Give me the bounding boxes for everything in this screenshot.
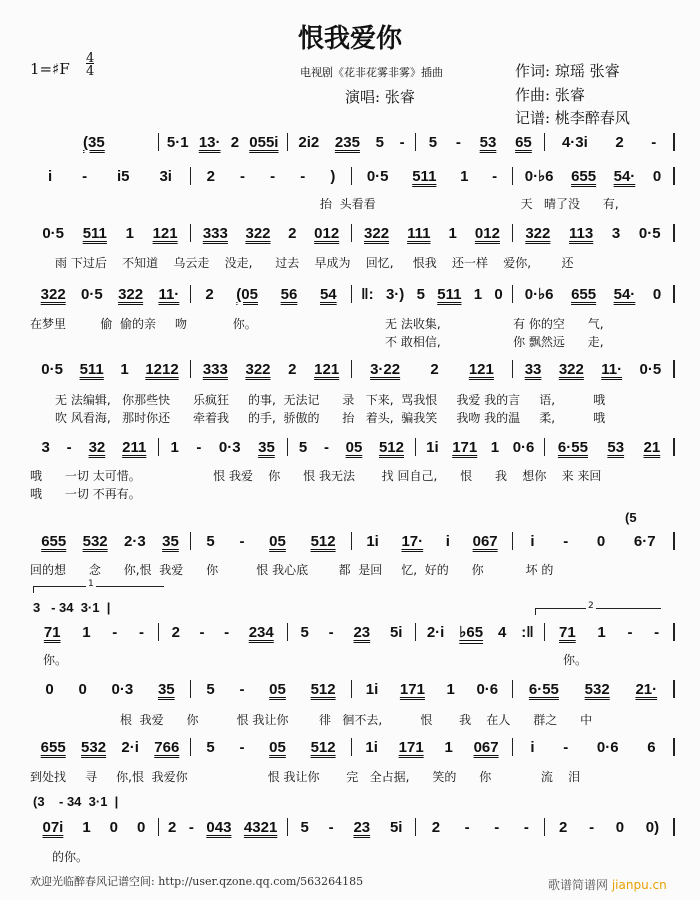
- notation-row: [30, 133, 675, 151]
- note-group: ‖:: [361, 285, 374, 303]
- note-group: 655: [41, 532, 67, 550]
- note-group: 54·: [613, 285, 636, 303]
- measure: [352, 167, 513, 185]
- note-group: 11·: [158, 285, 180, 303]
- note-group: 53: [479, 133, 497, 151]
- note-group: -: [224, 623, 230, 641]
- measure: [513, 532, 675, 550]
- note-group: 0·6: [476, 680, 499, 698]
- note-group: 055i: [249, 133, 279, 151]
- note-group: -: [328, 818, 334, 836]
- lyric-line: 你。: [563, 653, 588, 667]
- note-group: -: [188, 818, 194, 836]
- note-group: -: [455, 133, 461, 151]
- note-group: 766: [154, 738, 180, 756]
- lyricist: 作词: 琼瑶 张睿: [515, 62, 620, 80]
- note-group: 0·5: [639, 360, 662, 378]
- measure: [416, 133, 545, 151]
- note-group: 333: [202, 224, 228, 242]
- note-group: i: [530, 532, 535, 550]
- note-group: -: [492, 167, 498, 185]
- note-group: 0·5: [41, 360, 63, 378]
- notation-row: [30, 623, 675, 641]
- note-group: -: [239, 532, 245, 550]
- note-group: 54: [319, 285, 337, 303]
- note-group: -: [239, 680, 245, 698]
- time-numerator: 4: [86, 51, 95, 66]
- note-group: 71: [43, 623, 61, 641]
- note-group: 2: [168, 818, 177, 836]
- note-group: 0: [45, 680, 54, 698]
- note-group: 171: [452, 438, 478, 456]
- site-logo-en: jianpu.cn: [611, 878, 667, 892]
- note-group: 1i: [365, 680, 379, 698]
- note-group: 1212: [145, 360, 179, 378]
- note-group: -: [328, 623, 334, 641]
- note-group: 512: [378, 438, 404, 456]
- note-group: 532: [81, 738, 107, 756]
- transcriber: 记谱: 桃李醉春风: [515, 109, 630, 127]
- note-group: -: [589, 818, 595, 836]
- note-group: 0: [596, 532, 606, 550]
- note-group: 0: [109, 818, 118, 836]
- notation-row: [30, 167, 675, 185]
- measure: [30, 133, 159, 151]
- measure: [191, 285, 352, 303]
- note-group: 1: [490, 438, 500, 456]
- note-group: 5·1: [166, 133, 189, 151]
- note-group: 05: [269, 532, 286, 550]
- note-group: -: [300, 167, 306, 185]
- notation-row: [30, 532, 675, 550]
- measure: [191, 360, 352, 378]
- time-denominator: 4: [86, 64, 95, 79]
- note-group: 111: [407, 224, 431, 242]
- note-group: 71: [559, 623, 576, 641]
- footer-text: 欢迎光临醉春风记谱空间: http://user.qzone.qq.com/563264185: [30, 875, 364, 888]
- note-group: 1i: [366, 532, 379, 550]
- note-group: 23: [353, 818, 371, 836]
- note-group: 121: [314, 360, 340, 378]
- measure: [191, 532, 352, 550]
- note-group: 5i: [389, 818, 403, 836]
- measure: [545, 133, 675, 151]
- measure: [513, 224, 675, 242]
- note-group: 512: [310, 680, 336, 698]
- note-group: 35: [162, 532, 179, 550]
- note-group: -: [138, 623, 144, 641]
- note-group: 0·3: [111, 680, 134, 698]
- volta-1-label: 1: [88, 579, 94, 589]
- note-group: 0: [615, 818, 625, 836]
- note-group: 6·55: [557, 438, 588, 456]
- note-group: 0: [136, 818, 146, 836]
- measure: [30, 438, 159, 456]
- note-group: 3i: [159, 167, 172, 185]
- note-group: 56: [280, 285, 298, 303]
- notation-row: [30, 680, 675, 698]
- note-group: -: [240, 167, 246, 185]
- note-group: 1: [82, 818, 91, 836]
- measure: [352, 680, 513, 698]
- measure: [191, 224, 352, 242]
- note-group: 4·3i: [561, 133, 588, 151]
- note-group: 07i: [42, 818, 64, 836]
- note-group: (35: [83, 133, 105, 151]
- note-group: 2: [288, 360, 297, 378]
- note-group: 2: [230, 133, 240, 151]
- measure: [352, 285, 513, 303]
- lyric-line: 你。: [43, 653, 68, 667]
- measure: [288, 623, 417, 641]
- note-group: -: [523, 818, 529, 836]
- measure: [352, 224, 513, 242]
- note-group: 6·55: [528, 680, 559, 698]
- measure: [191, 738, 352, 756]
- note-group: i: [445, 532, 450, 550]
- measure: [513, 167, 675, 185]
- pickup-note: (5: [625, 510, 637, 525]
- note-group: i: [530, 738, 535, 756]
- measure: [513, 285, 675, 303]
- note-group: 35: [258, 438, 275, 456]
- lyric-line: 哦 一切 不再有。: [30, 487, 141, 501]
- note-group: 322: [558, 360, 584, 378]
- note-group: 17·: [401, 532, 424, 550]
- note-group: 5: [206, 738, 215, 756]
- lyric-line: 到处找 寻 你,恨 我爱你 恨 我让你 完 全占据, 笑的 你 流 泪: [30, 770, 581, 784]
- note-group: 2: [615, 133, 624, 151]
- note-group: 0·6: [512, 438, 535, 456]
- note-group: 012: [314, 224, 340, 242]
- note-group: 067: [472, 532, 498, 550]
- measure: [416, 623, 545, 641]
- note-group: 322: [40, 285, 66, 303]
- subtitle: 电视剧《花非花雾非雾》插曲: [300, 66, 443, 79]
- note-group: 0·5: [366, 167, 389, 185]
- note-group: 113: [569, 224, 594, 242]
- coda-notes: (3 - 34 3·1 |: [33, 794, 119, 809]
- note-group: -: [66, 438, 72, 456]
- note-group: 4: [497, 623, 507, 641]
- note-group: -: [399, 133, 405, 151]
- measure: [288, 438, 417, 456]
- note-group: 322: [245, 360, 271, 378]
- singer: 演唱: 张睿: [345, 88, 415, 106]
- note-group: 5: [300, 623, 309, 641]
- note-group: 11·: [601, 360, 623, 378]
- note-group: i5: [117, 167, 130, 185]
- measure: [159, 623, 288, 641]
- volta-1: [33, 579, 164, 593]
- notation-row: [30, 224, 675, 242]
- note-group: 5: [300, 818, 309, 836]
- note-group: 53: [607, 438, 625, 456]
- measure: [352, 532, 513, 550]
- measure: [545, 623, 675, 641]
- note-group: 2·i: [426, 623, 445, 641]
- note-group: 5: [428, 133, 438, 151]
- measure: [416, 438, 545, 456]
- measure: [30, 680, 191, 698]
- note-group: 012: [474, 224, 500, 242]
- measure: [30, 818, 159, 836]
- note-group: 2·i: [121, 738, 139, 756]
- measure: [288, 133, 417, 151]
- note-group: 171: [398, 738, 424, 756]
- measure: [159, 818, 288, 836]
- note-group: 2: [430, 360, 439, 378]
- note-group: 5: [298, 438, 308, 456]
- measure: [159, 438, 288, 456]
- measure: [30, 285, 191, 303]
- note-group: 6·7: [633, 532, 656, 550]
- note-group: 333: [202, 360, 228, 378]
- note-group: 0·♭6: [524, 168, 554, 185]
- lyric-line: 吹 风看海, 那时你还 牵着我 的手, 骄傲的 抬 着头, 骗我笑 我吻 我的温 柔, 哦: [55, 411, 606, 425]
- note-group: -: [82, 167, 88, 185]
- note-group: 235: [334, 133, 360, 151]
- note-group: 5: [206, 680, 215, 698]
- note-group: 211: [122, 438, 147, 456]
- note-group: 3: [41, 438, 50, 456]
- note-group: 532: [584, 680, 610, 698]
- note-group: 2: [288, 224, 297, 242]
- measure: [288, 818, 417, 836]
- note-group: 05: [269, 680, 286, 698]
- note-group: -: [199, 623, 205, 641]
- note-group: 05: [269, 738, 286, 756]
- note-group: 0·5: [81, 285, 103, 303]
- note-group: 3·22: [370, 360, 401, 378]
- note-group: 54·: [613, 167, 636, 185]
- measure: [30, 224, 191, 242]
- note-group: 1i: [365, 738, 378, 756]
- measure: [513, 680, 675, 698]
- note-group: 3·): [385, 285, 405, 303]
- note-group: 1: [82, 623, 91, 641]
- note-group: 1: [448, 224, 457, 242]
- note-group: (05: [236, 285, 258, 303]
- site-logo: [548, 876, 667, 893]
- note-group: -: [494, 818, 500, 836]
- note-group: -: [270, 167, 276, 185]
- measure: [352, 360, 513, 378]
- note-group: -: [112, 623, 118, 641]
- notation-row: [30, 285, 675, 303]
- key-signature: 1=♯F: [30, 60, 70, 78]
- note-group: 4321: [243, 818, 278, 836]
- note-group: -: [563, 738, 569, 756]
- note-group: 512: [310, 738, 336, 756]
- measure: [30, 532, 191, 550]
- note-group: 13·: [198, 133, 221, 151]
- note-group: -: [464, 818, 470, 836]
- note-group: 067: [473, 738, 499, 756]
- note-group: 121: [468, 360, 494, 378]
- lyric-line: 哦 一切 太可惜。 恨 我爱 你 恨 我无法 找 回自己, 恨 我 想你 来 来回: [30, 469, 602, 483]
- measure: [30, 167, 191, 185]
- note-group: ): [330, 167, 336, 185]
- note-group: 0·♭6: [524, 286, 554, 303]
- note-group: 1i: [426, 438, 439, 456]
- measure: [30, 360, 191, 378]
- lyric-line: 的你。: [52, 850, 89, 864]
- note-group: 655: [571, 285, 597, 303]
- note-group: 5: [416, 285, 425, 303]
- lyric-line: 无 法编辑, 你那些快 乐疯狂 的事, 无法记 录 下来, 骂我恨 我爱 我的言 语, 哦: [55, 393, 606, 407]
- note-group: 322: [364, 224, 390, 242]
- note-group: 532: [82, 532, 108, 550]
- note-group: 0: [652, 167, 662, 185]
- note-group: 043: [206, 818, 232, 836]
- note-group: 35: [157, 680, 175, 698]
- note-group: 234: [248, 623, 274, 641]
- measure: [545, 438, 675, 456]
- note-group: 1: [444, 738, 453, 756]
- note-group: 322: [525, 224, 551, 242]
- note-group: 322: [245, 224, 271, 242]
- note-group: 0): [645, 818, 660, 836]
- note-group: 171: [399, 680, 425, 698]
- note-group: 5: [375, 133, 384, 151]
- note-group: 121: [152, 224, 178, 242]
- note-group: 5i: [389, 623, 403, 641]
- note-group: 511: [412, 167, 437, 185]
- lyric-line: 抬 头看看 天 晴了没 有,: [320, 197, 619, 211]
- note-group: 5: [206, 532, 215, 550]
- note-group: 0·5: [42, 224, 65, 242]
- note-group: 23: [353, 623, 371, 641]
- volta-2-label: 2: [588, 601, 594, 611]
- note-group: 512: [310, 532, 336, 550]
- note-group: 0·3: [218, 438, 241, 456]
- note-group: 3: [611, 224, 621, 242]
- site-logo-cn: 歌谱简谱网: [548, 878, 609, 892]
- lyric-line: 回的想 念 你,恨 我爱 你 恨 我心底 都 是回 忆, 好的 你 坏 的: [30, 563, 554, 577]
- lyric-line: 根 我爱 你 恨 我让你 徘 徊不去, 恨 我 在人 群之 中: [120, 713, 593, 727]
- measure: [191, 167, 352, 185]
- volta-2: [535, 601, 661, 615]
- notation-row: [30, 818, 675, 836]
- note-group: :‖: [521, 623, 534, 641]
- note-group: 1: [125, 224, 134, 242]
- measure: [159, 133, 288, 151]
- note-group: -: [196, 438, 202, 456]
- note-group: -: [563, 532, 569, 550]
- note-group: 2: [171, 623, 180, 641]
- note-group: 1: [460, 167, 469, 185]
- note-group: 1: [170, 438, 179, 456]
- note-group: 2: [205, 285, 214, 303]
- note-group: -: [654, 623, 660, 641]
- measure: [30, 623, 159, 641]
- note-group: 05: [345, 438, 363, 456]
- note-group: -: [239, 738, 245, 756]
- lyric-line: 无 法收集, 有 你的空 气,: [385, 317, 604, 331]
- note-group: 2i2: [298, 133, 320, 151]
- note-group: ♭65: [459, 624, 484, 641]
- note-group: 1: [473, 285, 483, 303]
- note-group: 1: [597, 623, 606, 641]
- note-group: 32: [88, 438, 106, 456]
- note-group: 65: [515, 133, 532, 151]
- note-group: 0: [652, 285, 662, 303]
- measure: [352, 738, 513, 756]
- note-group: 2: [206, 167, 215, 185]
- note-group: 21·: [635, 680, 658, 698]
- note-group: 21: [643, 438, 661, 456]
- measure: [30, 738, 191, 756]
- note-group: 6: [647, 738, 656, 756]
- note-group: 1: [446, 680, 455, 698]
- measure: [513, 738, 675, 756]
- notation-row: [30, 738, 675, 756]
- note-group: 2·3: [124, 532, 146, 550]
- volta-1-notes: 3 - 34 3·1 |: [33, 600, 111, 615]
- note-group: 0·6: [596, 738, 619, 756]
- note-group: 0: [78, 680, 87, 698]
- note-group: 1: [120, 360, 129, 378]
- note-group: 655: [40, 738, 66, 756]
- note-group: 511: [82, 224, 107, 242]
- note-group: 2: [431, 818, 441, 836]
- note-group: 511: [437, 285, 462, 303]
- note-group: -: [323, 438, 329, 456]
- note-group: 511: [79, 360, 104, 378]
- lyric-line: 雨 下过后 不知道 乌云走 没走, 过去 早成为 回忆, 恨我 还一样 爱你, 还: [55, 256, 574, 270]
- measure: [191, 680, 352, 698]
- note-group: 0: [494, 285, 503, 303]
- measure: [545, 818, 675, 836]
- measure: [416, 818, 545, 836]
- note-group: 2: [559, 818, 568, 836]
- note-group: -: [651, 133, 657, 151]
- note-group: 322: [118, 285, 144, 303]
- lyric-line: 在梦里 偷 偷的亲 吻 你。: [30, 317, 257, 331]
- time-signature: [86, 52, 94, 78]
- song-title: 恨我爱你: [297, 24, 402, 54]
- notation-row: [30, 438, 675, 456]
- composer: 作曲: 张睿: [515, 86, 585, 104]
- measure: [513, 360, 675, 378]
- note-group: 655: [571, 167, 597, 185]
- note-group: i: [47, 167, 53, 185]
- note-group: 33: [524, 360, 542, 378]
- note-group: 0·5: [638, 224, 661, 242]
- notation-row: [30, 360, 675, 378]
- note-group: -: [627, 623, 633, 641]
- lyric-line: 不 敢相信, 你 飘然远 走,: [385, 335, 604, 349]
